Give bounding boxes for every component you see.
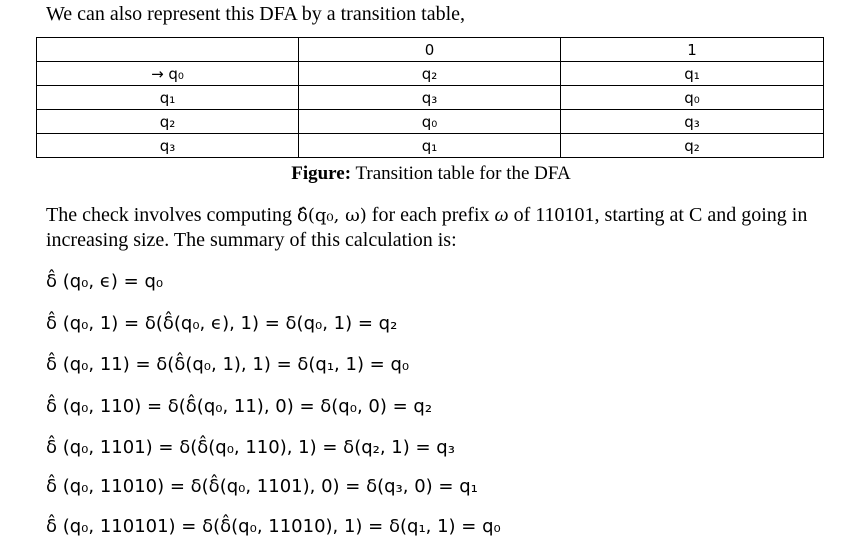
table-cell-state: q₃ bbox=[37, 134, 299, 158]
table-cell-on1: q₂ bbox=[561, 134, 824, 158]
table-cell-on0: q₀ bbox=[299, 110, 561, 134]
equation-line-1: δ̂ (q₀, ϵ) = q₀ bbox=[46, 271, 164, 292]
table-header-row bbox=[37, 38, 824, 62]
table-header-cell-0: 0 bbox=[299, 38, 561, 62]
paragraph-text-3: of 110101, starting at C and going in increasing size. The summary of this calculation is: bbox=[46, 204, 808, 251]
table-cell-on0: q₃ bbox=[299, 86, 561, 110]
table-cell-state: → q₀ bbox=[37, 62, 299, 86]
equation-line-2: δ̂ (q₀, 1) = δ(δ̂(q₀, ϵ), 1) = δ(q₀, 1) = q₂ bbox=[46, 313, 398, 334]
table-row bbox=[37, 110, 824, 134]
figure-caption bbox=[0, 163, 852, 185]
paragraph-omega-symbol: ω bbox=[494, 204, 509, 226]
transition-table bbox=[36, 37, 824, 158]
table-cell-on1: q₃ bbox=[561, 110, 824, 134]
table-row bbox=[37, 134, 824, 158]
equation-line-3: δ̂ (q₀, 11) = δ(δ̂(q₀, 1), 1) = δ(q₁, 1) = q₀ bbox=[46, 354, 410, 375]
table-header-cell-state bbox=[37, 38, 299, 62]
table-row bbox=[37, 86, 824, 110]
table-header-cell-1: 1 bbox=[561, 38, 824, 62]
figure-caption-text: Transition table for the DFA bbox=[351, 163, 571, 184]
table-cell-on1: q₀ bbox=[561, 86, 824, 110]
paragraph-text-1: The check involves computing bbox=[46, 204, 298, 226]
explanation-paragraph bbox=[46, 203, 836, 252]
intro-text: We can also represent this DFA by a transition table, bbox=[46, 3, 466, 25]
paragraph-math-expression: δ̂(q₀, ω) bbox=[297, 205, 367, 226]
equation-line-6: δ̂ (q₀, 11010) = δ(δ̂(q₀, 1101), 0) = δ(q₃, 0) = q₁ bbox=[46, 476, 478, 497]
equation-line-4: δ̂ (q₀, 110) = δ(δ̂(q₀, 11), 0) = δ(q₀, 0) = q₂ bbox=[46, 396, 433, 417]
paragraph-text-2: for each prefix bbox=[366, 204, 495, 226]
table-cell-on1: q₁ bbox=[561, 62, 824, 86]
table-cell-state: q₂ bbox=[37, 110, 299, 134]
equation-line-7: δ̂ (q₀, 110101) = δ(δ̂(q₀, 11010), 1) = δ(q₁, 1) = q₀ bbox=[46, 516, 501, 537]
table-row bbox=[37, 62, 824, 86]
table-cell-state: q₁ bbox=[37, 86, 299, 110]
table-cell-on0: q₂ bbox=[299, 62, 561, 86]
table-cell-on0: q₁ bbox=[299, 134, 561, 158]
equation-line-5: δ̂ (q₀, 1101) = δ(δ̂(q₀, 110), 1) = δ(q₂, 1) = q₃ bbox=[46, 437, 455, 458]
figure-caption-label: Figure: bbox=[291, 163, 352, 184]
